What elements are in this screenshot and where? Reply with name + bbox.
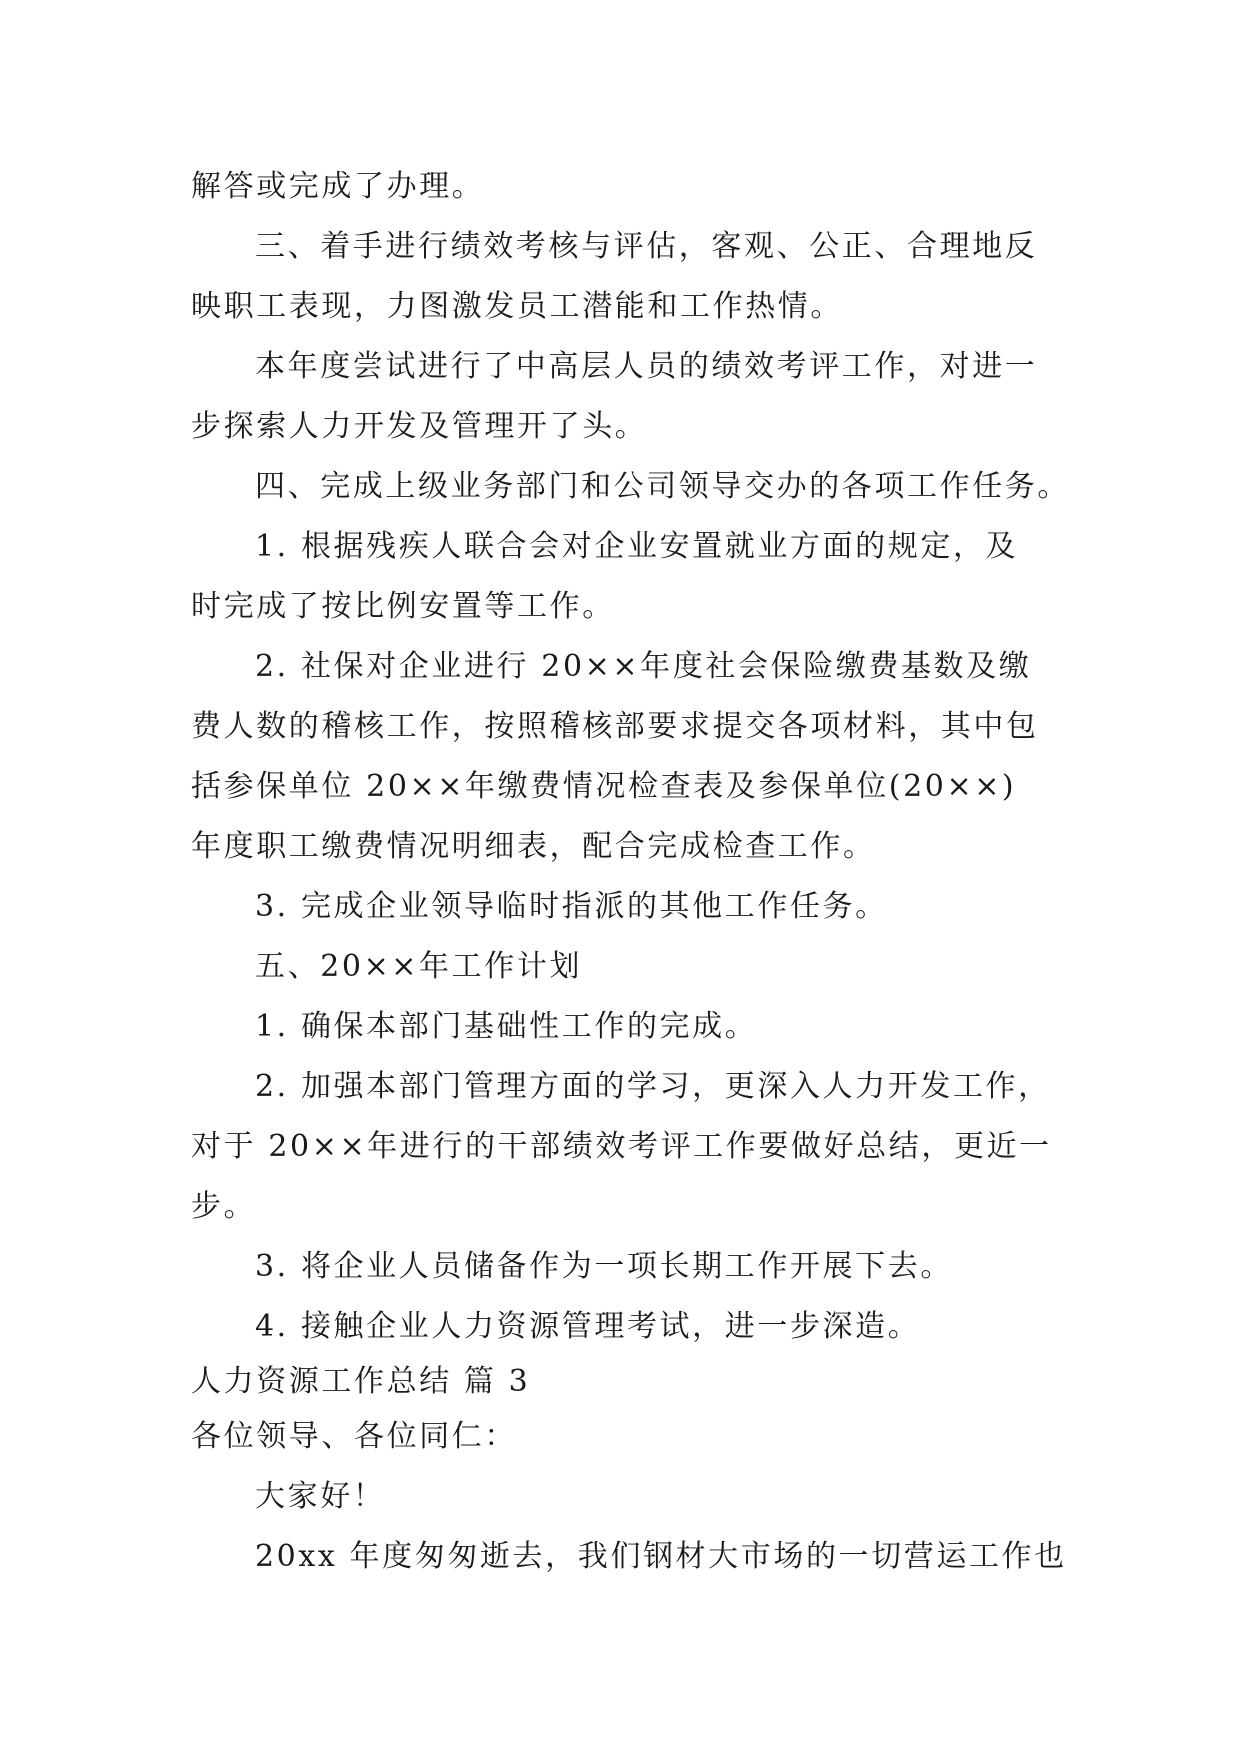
text-line: 三、着手进行绩效考核与评估，客观、公正、合理地反 <box>255 229 1038 264</box>
section-heading: 五、20××年工作计划 <box>255 949 583 984</box>
text-line: 2. 社保对企业进行 20××年度社会保险缴费基数及缴 <box>255 649 1032 684</box>
greeting: 大家好！ <box>255 1479 386 1514</box>
text-line: 3. 将企业人员储备作为一项长期工作开展下去。 <box>255 1249 953 1284</box>
text-line: 费人数的稽核工作，按照稽核部要求提交各项材料，其中包 <box>191 709 1039 744</box>
text-line: 1. 确保本部门基础性工作的完成。 <box>255 1009 758 1044</box>
text-line: 4. 接触企业人力资源管理考试，进一步深造。 <box>255 1309 921 1344</box>
text-line: 步。 <box>191 1189 257 1224</box>
text-line: 时完成了按比例安置等工作。 <box>191 589 615 624</box>
article-title: 人力资源工作总结 篇 3 <box>191 1364 531 1399</box>
text-line: 20xx 年度匆匆逝去，我们钢材大市场的一切营运工作也 <box>255 1539 1067 1574</box>
salutation: 各位领导、各位同仁： <box>191 1419 517 1454</box>
text-line: 2. 加强本部门管理方面的学习，更深入人力开发工作， <box>255 1069 1051 1104</box>
text-line: 1. 根据残疾人联合会对企业安置就业方面的规定，及 <box>255 529 1019 564</box>
text-line: 本年度尝试进行了中高层人员的绩效考评工作，对进一 <box>255 349 1038 384</box>
text-line: 对于 20××年进行的干部绩效考评工作要做好总结，更近一 <box>191 1129 1052 1164</box>
text-line: 步探索人力开发及管理开了头。 <box>191 409 648 444</box>
text-line: 解答或完成了办理。 <box>191 169 485 204</box>
text-line: 映职工表现，力图激发员工潜能和工作热情。 <box>191 289 843 324</box>
text-line: 括参保单位 20××年缴费情况检查表及参保单位(20××) <box>191 769 1017 804</box>
text-line: 四、完成上级业务部门和公司领导交办的各项工作任务。 <box>255 469 1070 504</box>
text-line: 3. 完成企业领导临时指派的其他工作任务。 <box>255 889 888 924</box>
text-line: 年度职工缴费情况明细表，配合完成检查工作。 <box>191 829 876 864</box>
